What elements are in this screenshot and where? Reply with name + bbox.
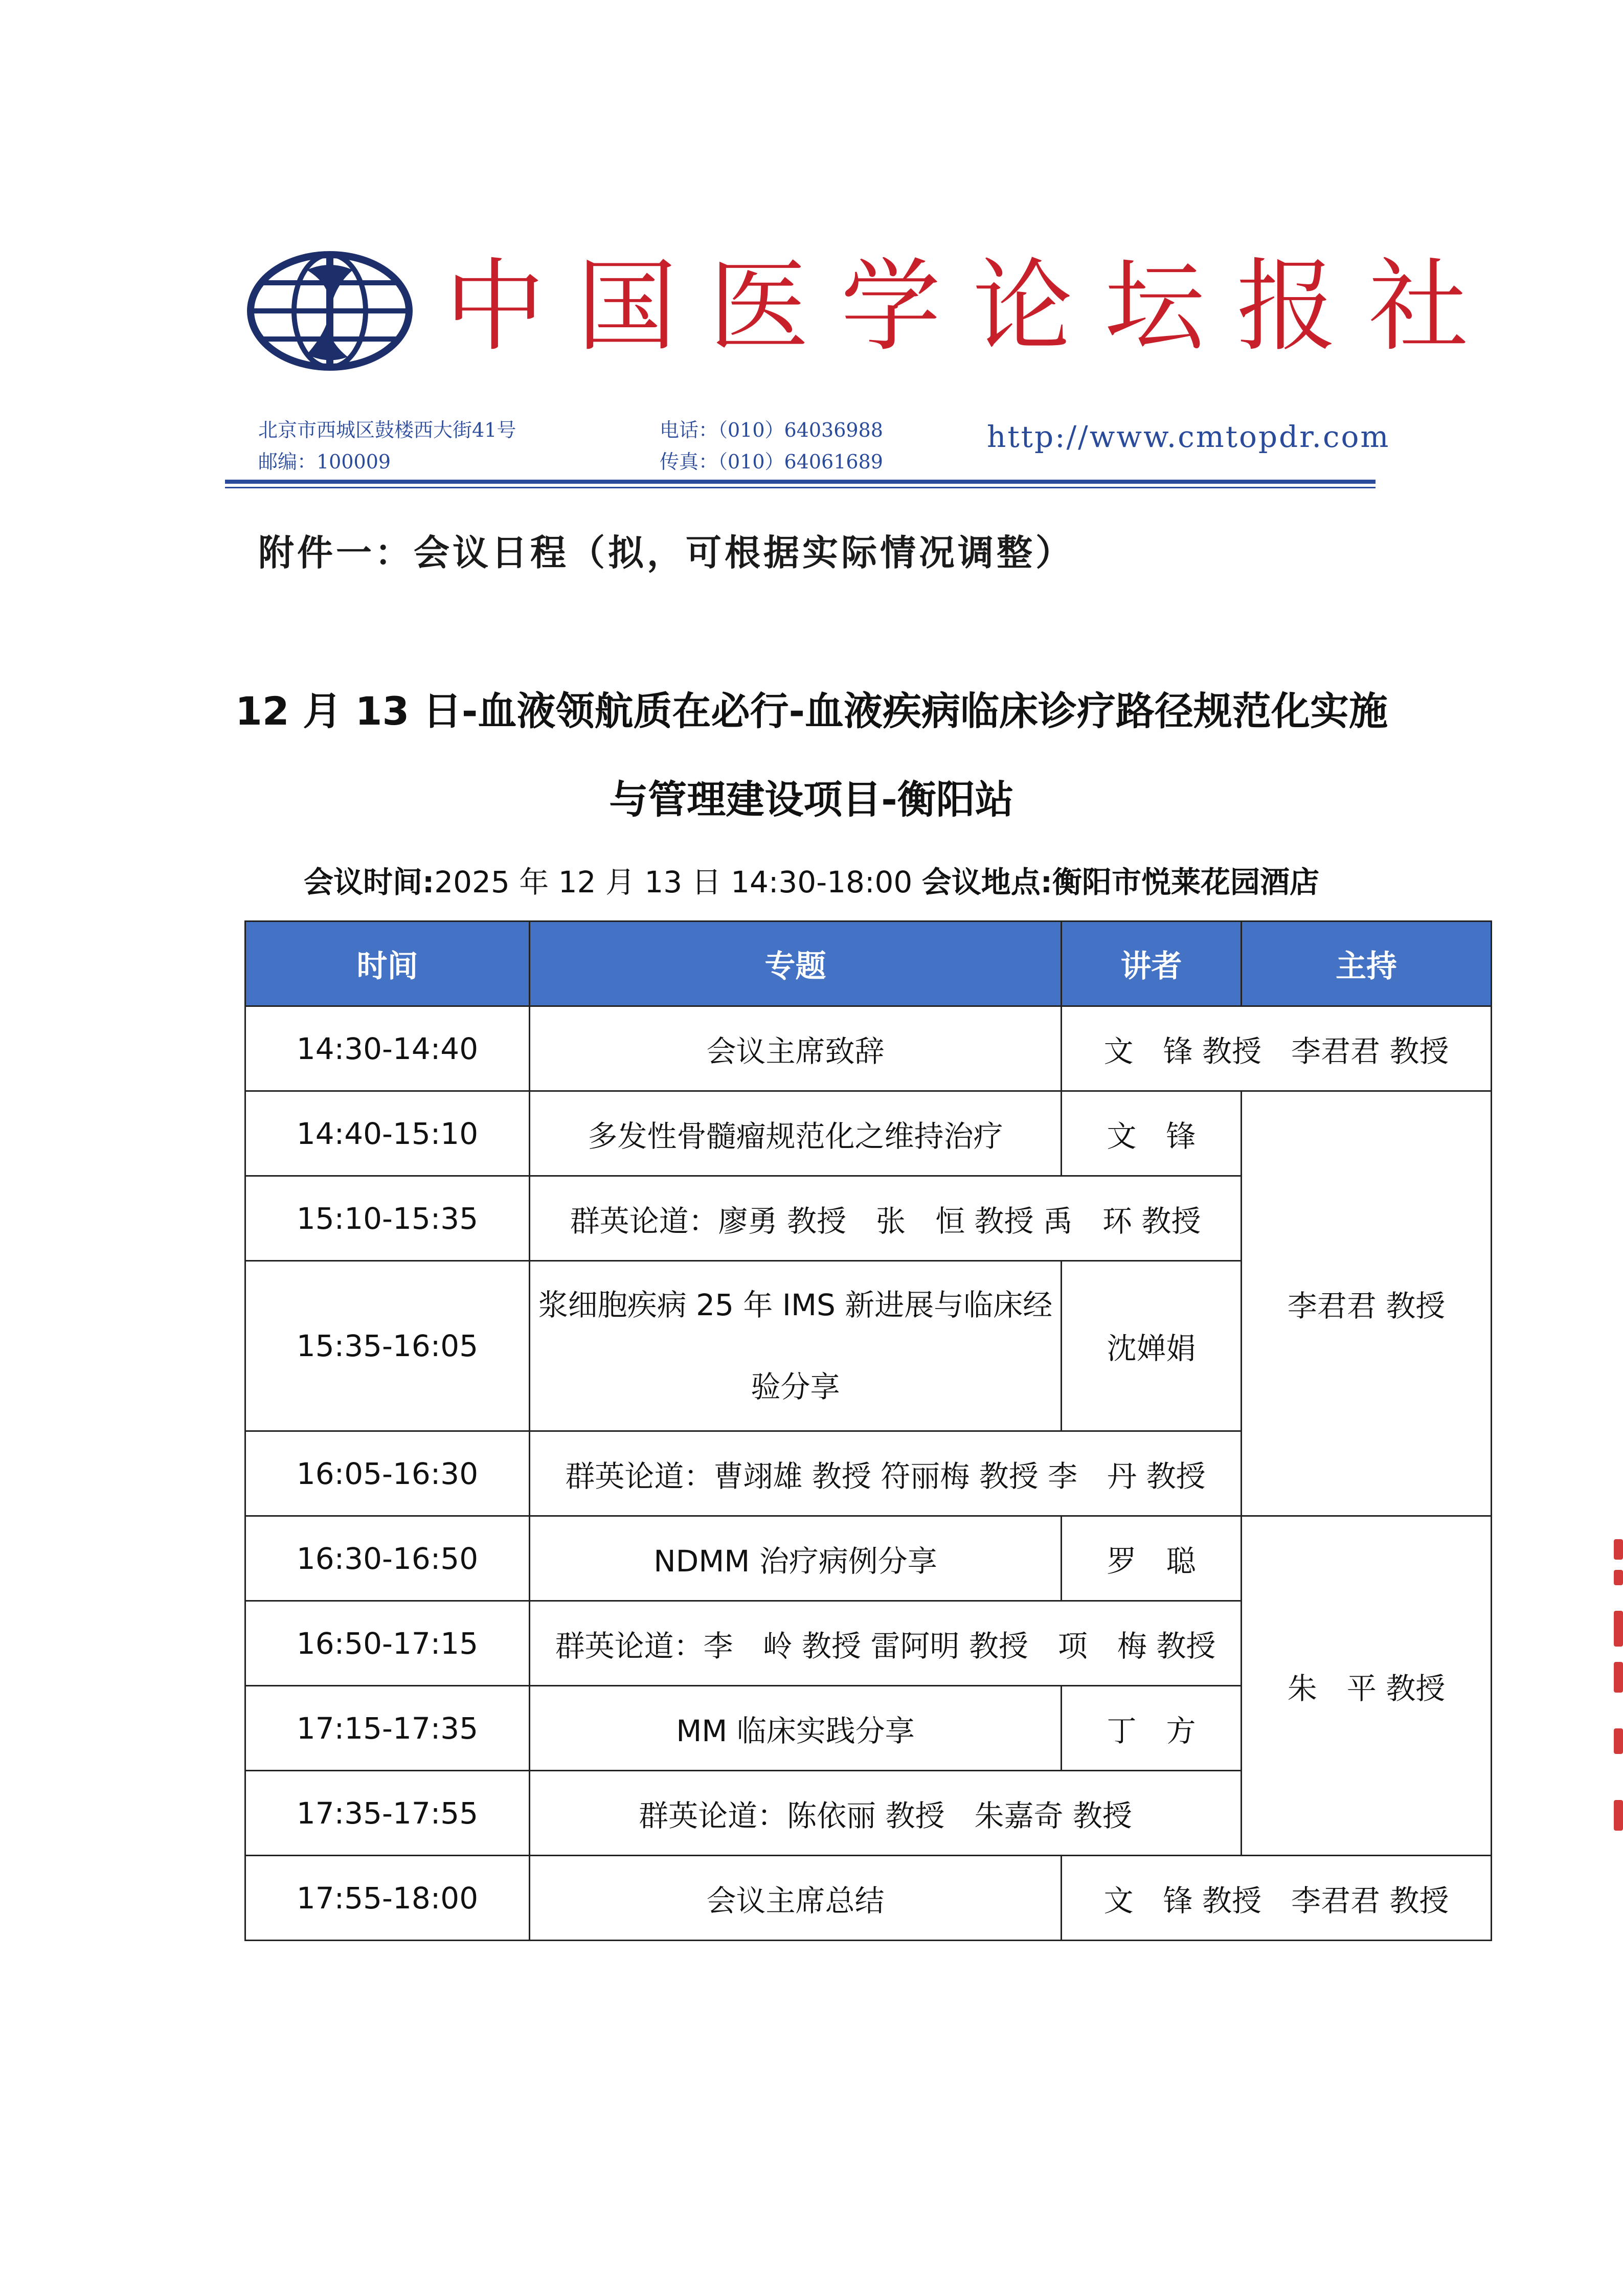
time-cell: 17:35-17:55: [245, 1771, 530, 1856]
meeting-place-value: 衡阳市悦莱花园酒店: [1052, 865, 1319, 899]
time-cell: 14:40-15:10: [245, 1091, 530, 1176]
panel-discussion-cell: 群英论道：廖勇 教授 张 恒 教授 禹 环 教授: [530, 1176, 1242, 1261]
panel-discussion-cell: 群英论道：陈依丽 教授 朱嘉奇 教授: [530, 1771, 1242, 1856]
speaker-host-cell: 文 锋 教授 李君君 教授: [1062, 1856, 1492, 1941]
organization-name: 中国医学论坛报社: [445, 249, 1501, 365]
time-cell: 15:10-15:35: [245, 1176, 530, 1261]
schedule-table: [244, 920, 1492, 1941]
meeting-time-label: 会议时间:: [304, 865, 435, 899]
table-row: [245, 1006, 1492, 1091]
telephone: 电话：（010）64036988: [660, 419, 883, 441]
table-row: [245, 1856, 1492, 1941]
document-title-line2: 与管理建设项目-衡阳站: [609, 777, 1014, 822]
topic-cell: NDMM 治疗病例分享: [530, 1516, 1062, 1601]
speaker-cell: 罗 聪: [1062, 1516, 1242, 1601]
letterhead-address-block: [258, 414, 516, 478]
seal-fragment-6: [1614, 1800, 1623, 1831]
speaker-host-cell: 文 锋 教授 李君君 教授: [1062, 1006, 1492, 1091]
seal-fragment-2: [1614, 1570, 1623, 1585]
time-cell: 16:05-16:30: [245, 1431, 530, 1516]
host-cell: 朱 平 教授: [1242, 1516, 1492, 1856]
topic-cell: MM 临床实践分享: [530, 1686, 1062, 1771]
fax: 传真：（010）64061689: [660, 451, 883, 473]
meeting-meta: [0, 858, 1623, 901]
column-header-speaker: 讲者: [1062, 921, 1242, 1006]
meeting-time-value: 2025 年 12 月 13 日 14:30-18:00: [434, 865, 913, 899]
time-cell: 17:15-17:35: [245, 1686, 530, 1771]
time-cell: 17:55-18:00: [245, 1856, 530, 1941]
panel-discussion-cell: 群英论道：李 岭 教授 雷阿明 教授 项 梅 教授: [530, 1601, 1242, 1686]
seal-fragment-1: [1614, 1539, 1623, 1560]
column-header-time: 时间: [245, 921, 530, 1006]
host-cell: 李君君 教授: [1242, 1091, 1492, 1516]
letterhead-divider: [225, 480, 1376, 484]
speaker-cell: 沈婵娟: [1062, 1261, 1242, 1431]
seal-fragment-5: [1614, 1728, 1623, 1754]
table-row: [245, 1516, 1492, 1601]
topic-cell: 会议主席总结: [530, 1856, 1062, 1941]
speaker-cell: 文 锋: [1062, 1091, 1242, 1176]
time-cell: 15:35-16:05: [245, 1261, 530, 1431]
meeting-place-label: 会议地点:: [921, 865, 1052, 899]
attachment-label: 附件一：会议日程（拟，可根据实际情况调整）: [258, 531, 1074, 574]
address: 北京市西城区鼓楼西大街41号: [258, 419, 516, 441]
letterhead-divider-thin: [225, 487, 1376, 488]
postcode: 邮编：100009: [258, 451, 391, 473]
time-cell: 16:30-16:50: [245, 1516, 530, 1601]
website-url: http://www.cmtopdr.com: [987, 419, 1390, 454]
globe-logo-icon: [245, 250, 414, 372]
topic-cell: 会议主席致辞: [530, 1006, 1062, 1091]
seal-fragment-4: [1614, 1662, 1623, 1693]
speaker-cell: 丁 方: [1062, 1686, 1242, 1771]
table-header-row: [245, 921, 1492, 1006]
time-cell: 14:30-14:40: [245, 1006, 530, 1091]
document-title-line1: 12 月 13 日-血液领航质在必行-血液疾病临床诊疗路径规范化实施: [235, 688, 1388, 734]
panel-discussion-cell: 群英论道：曹翊雄 教授 符丽梅 教授 李 丹 教授: [530, 1431, 1242, 1516]
time-cell: 16:50-17:15: [245, 1601, 530, 1686]
column-header-host: 主持: [1242, 921, 1492, 1006]
topic-cell: 浆细胞疾病 25 年 IMS 新进展与临床经验分享: [530, 1261, 1062, 1431]
letterhead-phone-block: [660, 414, 883, 478]
table-row: [245, 1091, 1492, 1176]
seal-fragment-3: [1614, 1611, 1623, 1647]
column-header-topic: 专题: [530, 921, 1062, 1006]
topic-cell: 多发性骨髓瘤规范化之维持治疗: [530, 1091, 1062, 1176]
